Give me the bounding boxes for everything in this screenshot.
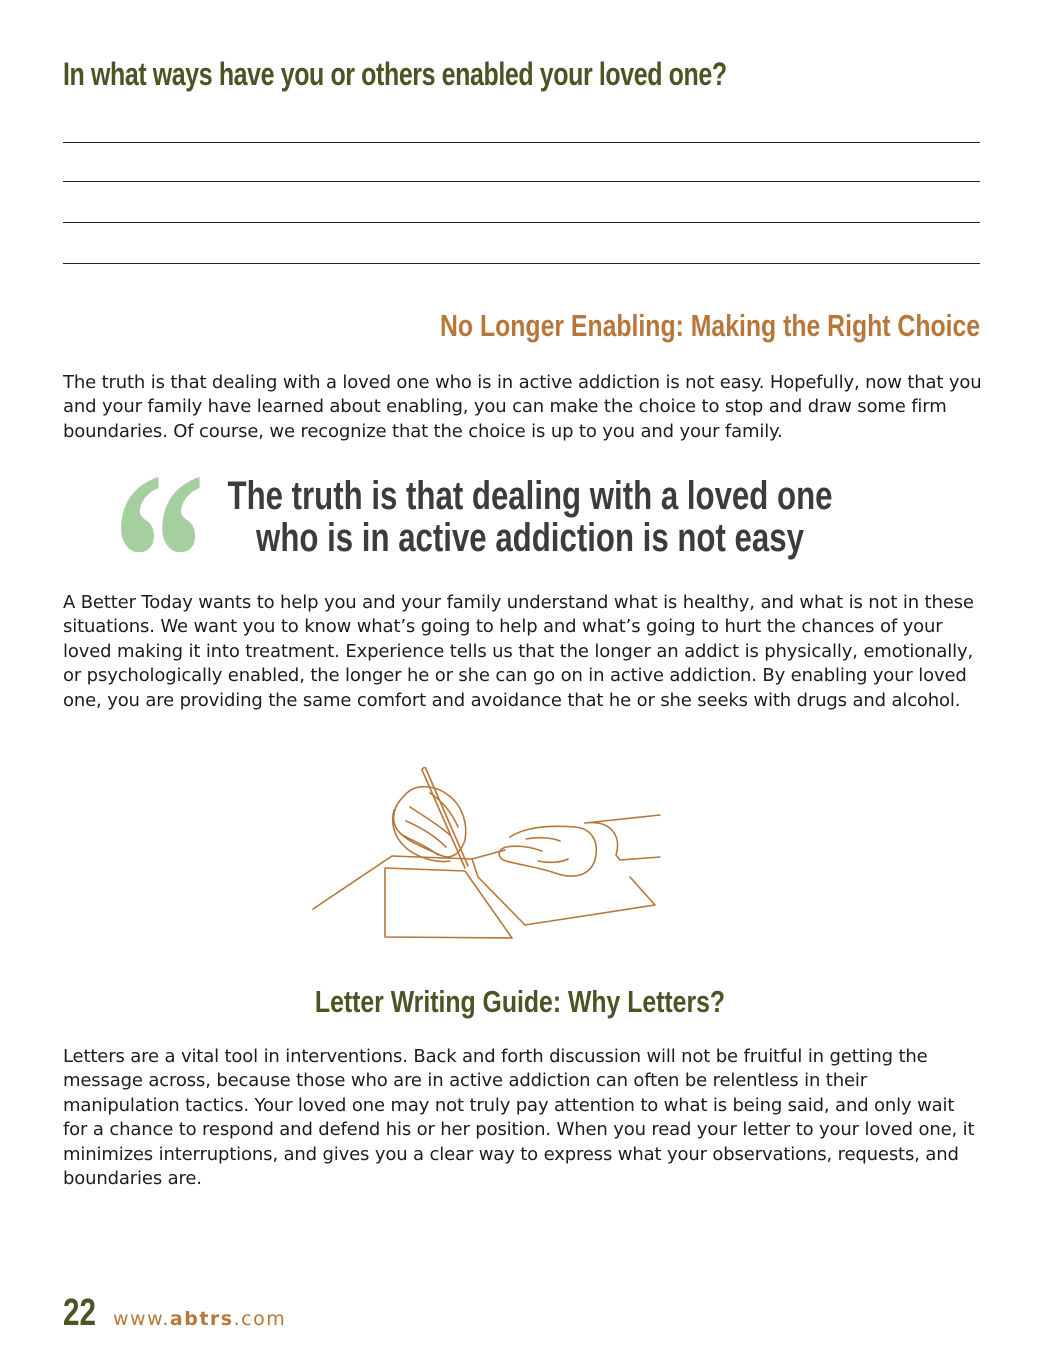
answer-line-3[interactable]: [63, 222, 980, 223]
url-prefix: www.: [113, 1308, 170, 1330]
answer-line-4[interactable]: [63, 263, 980, 264]
page-number: 22: [63, 1292, 96, 1334]
body-paragraph-enabling: A Better Today wants to help you and your family understand what is healthy, and what is not in these situations. We want you to know what’s going to help and what’s going to hurt the chances of your loved making it into treatment. Experience tells us that the longer an addict is physically, emotionally, or psychologically enabled, the longer he or she can go on in active addiction. By enabling your loved one, you are providing the same comfort and avoidance that he or she seeks with drugs and alcohol.: [63, 592, 974, 711]
answer-line-2[interactable]: [63, 181, 980, 182]
quote-mark-icon: “: [112, 421, 206, 698]
section-title-no-longer-enabling: No Longer Enabling: Making the Right Choice: [439, 308, 980, 343]
section-title-letter-guide: Letter Writing Guide: Why Letters?: [314, 984, 726, 1019]
url-suffix: .com: [233, 1308, 287, 1330]
page-footer: [63, 1292, 287, 1334]
answer-line-1[interactable]: [63, 142, 980, 143]
hands-writing-letter-icon: [310, 765, 665, 945]
footer-website-link[interactable]: [113, 1308, 286, 1330]
pull-quote-text: The truth is that dealing with a loved one who is in active addiction is not easy: [227, 474, 833, 560]
body-paragraph-letters: Letters are a vital tool in interventions. Back and forth discussion will not be fruitful in getting the message across, because those who are in active addiction can often be relentless in their manipulation tactics. Your loved one may not truly pay attention to what is being said, and only wait for a chance to respond and defend his or her position. When you read your letter to your loved one, it minimizes interruptions, and gives you a clear way to express what your observations, requests, and boundaries are.: [63, 1046, 975, 1190]
intro-paragraph: The truth is that dealing with a loved one who is in active addiction is not easy. Hopefully, now that you and your family have learned about enabling, you can make the choice to stop and draw some firm boundaries. Of course, we recognize that the choice is up to you and your family.: [63, 372, 982, 442]
url-brand: abtrs: [169, 1308, 234, 1330]
question-heading: In what ways have you or others enabled your loved one?: [63, 56, 727, 92]
